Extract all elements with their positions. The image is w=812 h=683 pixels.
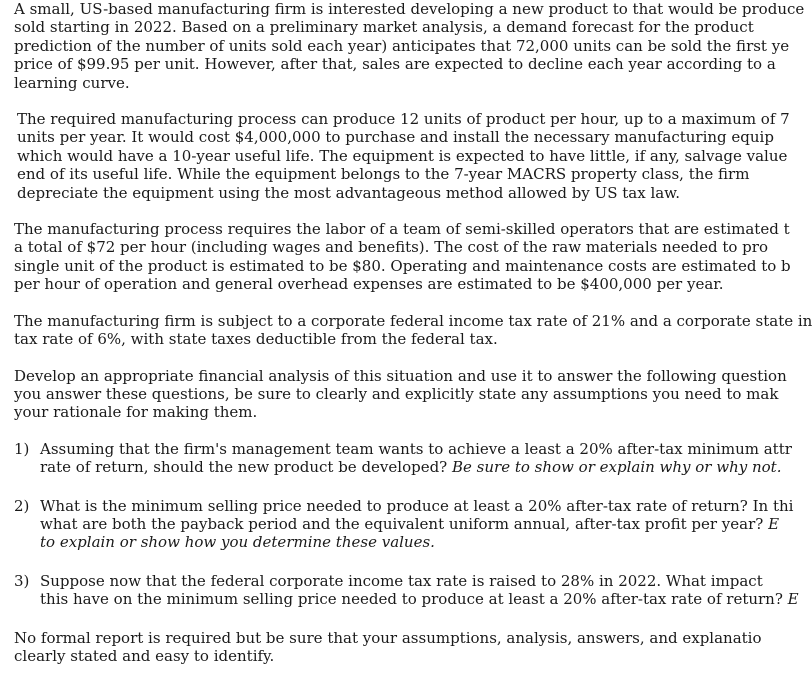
text-italic: to explain or show how you determine these values. [40,533,435,552]
text-line: your rationale for making them. [14,403,258,422]
document-body [14,0,812,683]
intro-paragraph [14,0,805,92]
question-item [14,571,799,609]
text-line [40,533,774,551]
question-number: 3) [14,571,30,590]
text-italic: E [768,514,780,533]
instructions-paragraph [14,366,787,422]
text-line: depreciate the equipment using the most advantageous method allowed by US tax law. [17,183,681,202]
text-line: sold starting in 2022. Based on a preliminary market analysis, a demand forecast for the product [14,18,754,37]
text-line: What is the minimum selling price needed to produce at least a 20% after-tax rate of return? In thi [40,496,794,515]
text-plain: rate of return, should the new product be developed? [40,458,452,477]
manufacturing-process-paragraph [14,110,790,202]
question-number: 1) [14,439,30,458]
text-line: A small, US-based manufacturing firm is interested developing a new product to that would be produce [14,0,805,18]
text-line: you answer these questions, be sure to clearly and explicitly state any assumptions you need to mak [14,384,779,403]
text-italic: E [787,590,799,609]
question-list [14,439,799,609]
text-line: No formal report is required but be sure that your assumptions, analysis, answers, and explanatio [14,628,762,647]
text-line: The manufacturing process requires the labor of a team of semi-skilled operators that are estimated t [14,220,790,239]
text-line: Develop an appropriate financial analysis of this situation and use it to answer the following question [14,366,787,385]
tax-rate-paragraph [14,311,812,349]
text-italic: Be sure to show or explain why or why not. [452,458,782,477]
labor-cost-paragraph [14,220,791,294]
text-line: single unit of the product is estimated to be $80. Operating and maintenance costs are estimated to b [14,256,791,275]
text-line: The required manufacturing process can produce 12 units of product per hour, up to a maximum of 7 [17,110,790,129]
text-line: units per year. It would cost $4,000,000 to purchase and install the necessary manufacturing equip [17,128,774,147]
text-line: a total of $72 per hour (including wages and benefits). The cost of the raw materials needed to pro [14,238,768,257]
closing-paragraph [14,629,774,666]
text-line: Suppose now that the federal corporate income tax rate is raised to 28% in 2022. What impact [40,571,763,590]
text-line: per hour of operation and general overhead expenses are estimated to be $400,000 per year. [14,275,724,294]
text-line: The manufacturing firm is subject to a corporate federal income tax rate of 21% and a corporate state in [14,311,812,330]
text-line: which would have a 10-year useful life. The equipment is expected to have little, if any, salvage value [17,146,788,165]
text-line [40,514,780,533]
question-number: 2) [14,496,30,515]
question-item [14,496,794,552]
question-item [14,439,792,477]
text-line [40,458,782,477]
text-line: price of $99.95 per unit. However, after that, sales are expected to decline each year according to a [14,55,776,74]
text-line [40,590,799,609]
text-line: learning curve. [14,73,130,92]
text-line: Assuming that the firm's management team wants to achieve a least a 20% after-tax minimum attr [40,439,792,458]
text-plain: this have on the minimum selling price needed to produce at least a 20% after-tax rate of return? [40,590,788,609]
text-plain: what are both the payback period and the equivalent uniform annual, after-tax profit per year? [40,514,769,533]
text-line: prediction of the number of units sold each year) anticipates that 72,000 units can be sold the first ye [14,36,790,55]
text-line: clearly stated and easy to identify. [14,646,275,665]
text-line: end of its useful life. While the equipment belongs to the 7-year MACRS property class, the firm [17,165,750,184]
text-line: tax rate of 6%, with state taxes deductible from the federal tax. [14,330,498,349]
